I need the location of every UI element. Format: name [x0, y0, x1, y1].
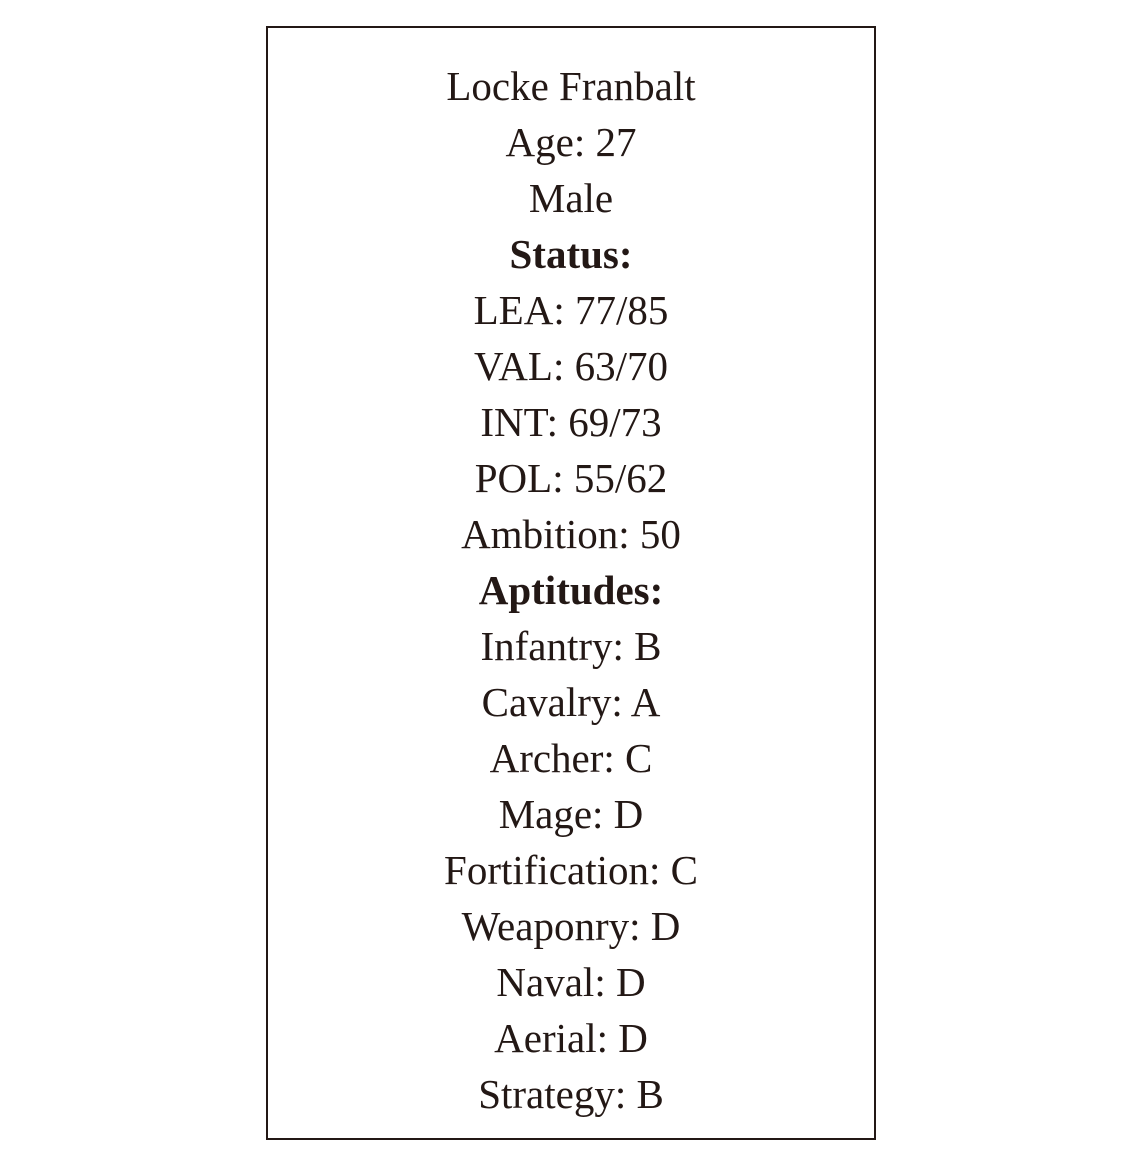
aptitude-naval: Naval: D [496, 959, 646, 1005]
stat-pol: POL: 55/62 [474, 455, 668, 501]
aptitude-strategy: Strategy: B [478, 1071, 664, 1117]
status-heading: Status: [509, 231, 633, 277]
character-stats [268, 58, 874, 1122]
character-gender: Male [528, 175, 614, 221]
aptitude-mage: Mage: D [498, 791, 644, 837]
aptitude-weaponry: Weaponry: D [461, 903, 681, 949]
stat-val: VAL: 63/70 [473, 343, 668, 389]
stat-lea: LEA: 77/85 [473, 287, 669, 333]
aptitude-cavalry: Cavalry: A [481, 679, 661, 725]
aptitude-aerial: Aerial: D [494, 1015, 648, 1061]
aptitudes-heading: Aptitudes: [478, 567, 664, 613]
stat-ambition: Ambition: 50 [461, 511, 681, 557]
aptitude-infantry: Infantry: B [480, 623, 662, 669]
aptitude-fortification: Fortification: C [444, 847, 698, 893]
character-card [266, 26, 876, 1140]
character-age: Age: 27 [505, 119, 637, 165]
aptitude-archer: Archer: C [489, 735, 653, 781]
stat-int: INT: 69/73 [480, 399, 662, 445]
character-name: Locke Franbalt [446, 63, 696, 109]
